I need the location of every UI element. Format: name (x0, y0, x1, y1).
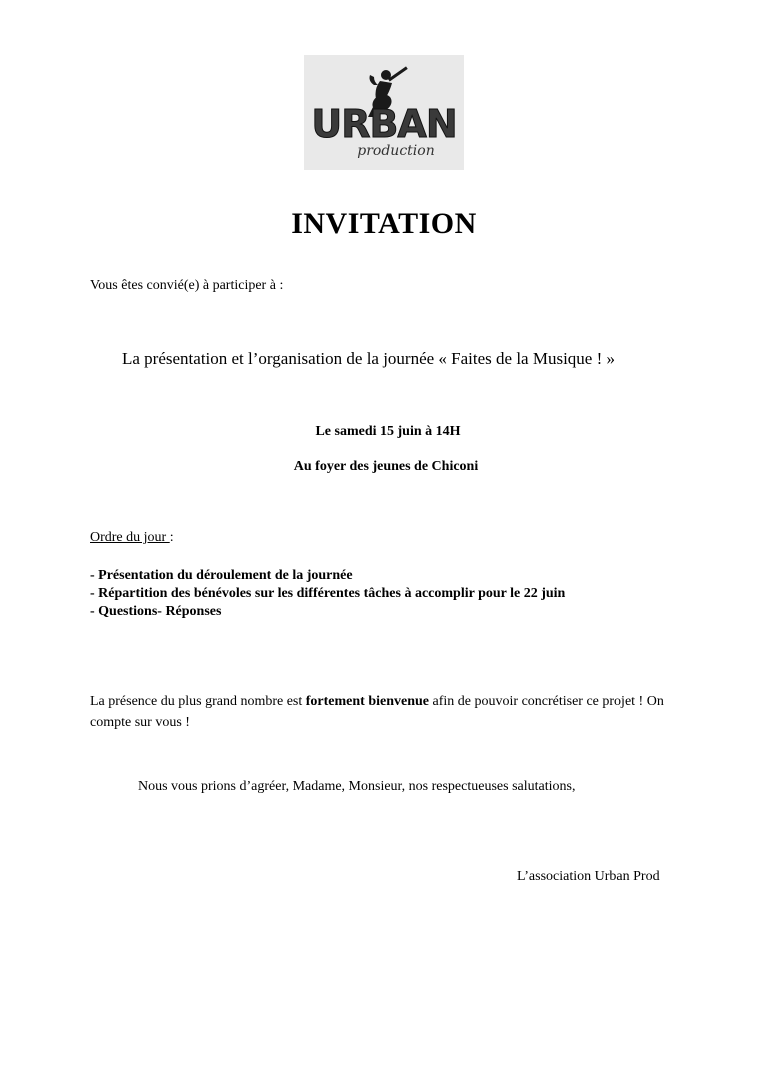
agenda-list (90, 567, 565, 621)
agenda-item: - Questions- Réponses (90, 604, 222, 619)
regards-text: Nous vous prions d’agréer, Madame, Monsieur, nos respectueuses salutations, (138, 779, 576, 794)
intro-text: Vous êtes convié(e) à participer à : (90, 278, 284, 293)
event-description: La présentation et l’organisation de la journée « Faites de la Musique ! » (122, 349, 616, 368)
document-title: INVITATION (291, 207, 477, 240)
agenda-heading: Ordre du jour : (90, 530, 174, 545)
event-place: Au foyer des jeunes de Chiconi (293, 459, 479, 474)
urban-production-logo (304, 55, 464, 170)
guitarist-logo-icon (304, 55, 464, 170)
agenda-item: - Présentation du déroulement de la journée (90, 568, 353, 583)
agenda-item: - Répartition des bénévoles sur les différentes tâches à accomplir pour le 22 juin (90, 586, 566, 601)
signature: L’association Urban Prod (517, 869, 660, 884)
closing-paragraph: La présence du plus grand nombre est fortement bienvenue afin de pouvoir concrétiser ce projet ! On compte sur vous ! (90, 694, 664, 730)
svg-text:URBAN: URBAN (311, 102, 457, 146)
svg-text:production: production (357, 143, 435, 159)
event-date: Le samedi 15 juin à 14H (315, 424, 461, 439)
